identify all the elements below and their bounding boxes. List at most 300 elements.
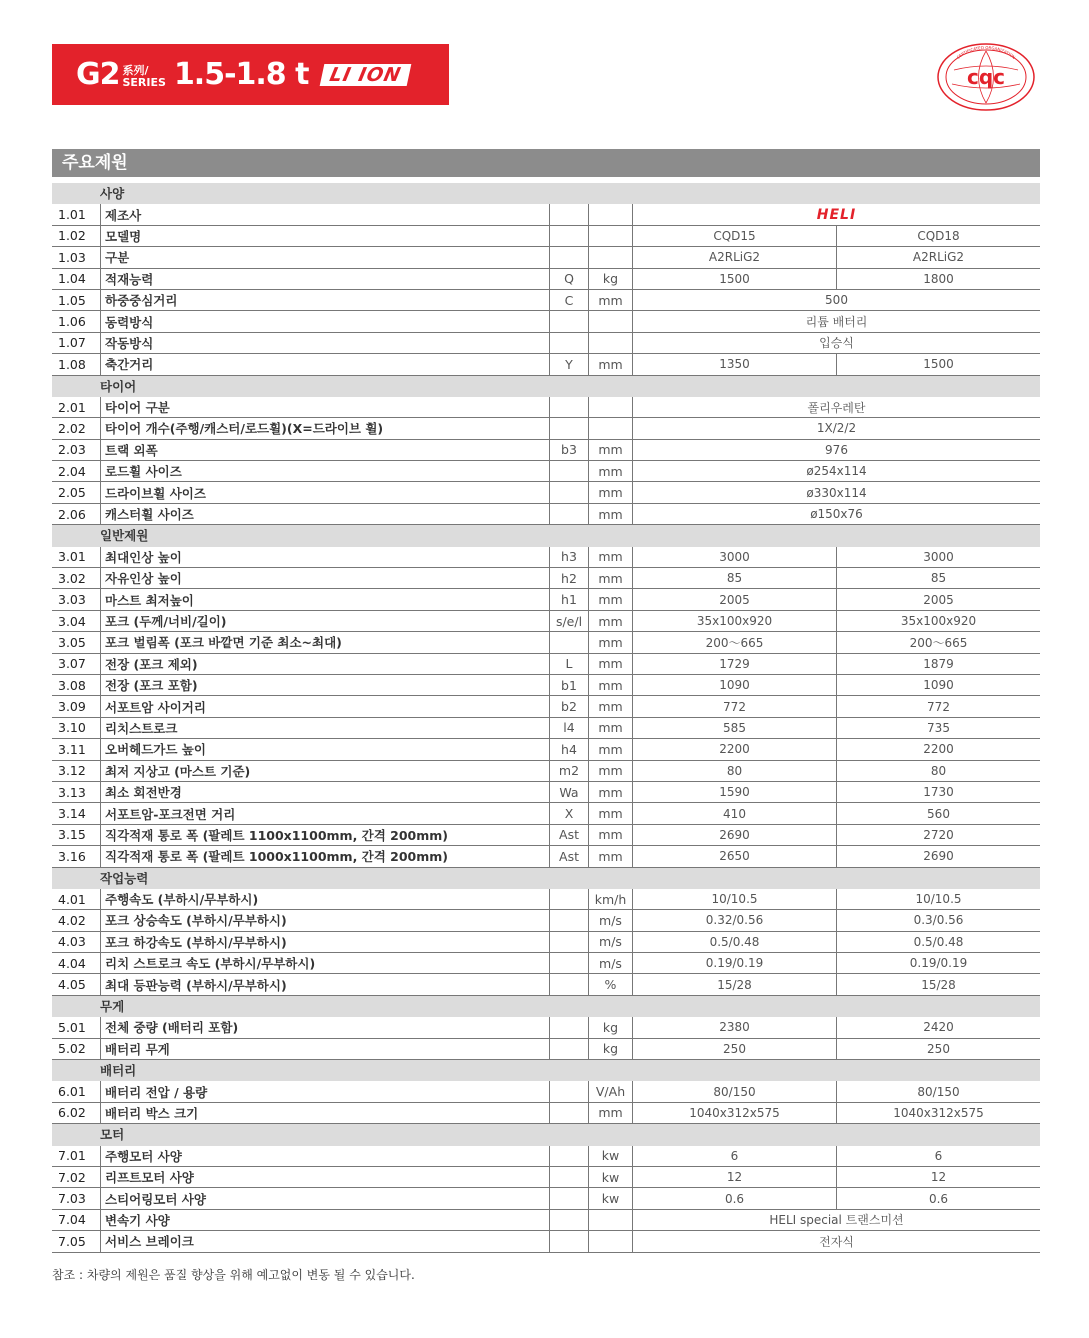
- spec-value-shared: 폴리우레탄: [633, 396, 1041, 417]
- spec-symbol: [550, 1017, 589, 1038]
- spec-number: 6.02: [52, 1102, 101, 1123]
- spec-row: [52, 953, 1040, 974]
- spec-unit: mm: [589, 1102, 633, 1123]
- spec-symbol: [550, 332, 589, 353]
- spec-symbol: b3: [550, 439, 589, 460]
- spec-symbol: [550, 396, 589, 417]
- spec-row: [52, 632, 1040, 653]
- spec-row: [52, 1145, 1040, 1166]
- spec-value-cqd18: 2005: [837, 589, 1041, 610]
- spec-unit: mm: [589, 803, 633, 824]
- spec-symbol: [550, 1209, 589, 1230]
- spec-value-cqd18: 2690: [837, 846, 1041, 867]
- group-header-row: [52, 183, 1040, 204]
- spec-value-cqd18: 1879: [837, 653, 1041, 674]
- spec-symbol: [550, 418, 589, 439]
- spec-unit: kg: [589, 268, 633, 289]
- spec-item: 서비스 브레이크: [101, 1231, 550, 1252]
- spec-item: 최저 지상고 (마스트 기준): [101, 760, 550, 781]
- spec-item: 주행속도 (부하시/무부하시): [101, 888, 550, 909]
- spec-item: 배터리 무게: [101, 1038, 550, 1059]
- spec-row: [52, 1102, 1040, 1123]
- spec-item: 최대 등판능력 (부하시/무부하시): [101, 974, 550, 995]
- spec-item: 리치스트로크: [101, 717, 550, 738]
- spec-value-cqd15: 0.5/0.48: [633, 931, 837, 952]
- spec-number: 7.04: [52, 1209, 101, 1230]
- group-title: 일반제원: [52, 525, 1040, 546]
- spec-value-cqd15: 772: [633, 696, 837, 717]
- spec-unit: m/s: [589, 931, 633, 952]
- spec-unit: mm: [589, 674, 633, 695]
- spec-symbol: Ast: [550, 846, 589, 867]
- spec-item: 변속기 사양: [101, 1209, 550, 1230]
- spec-number: 3.09: [52, 696, 101, 717]
- spec-symbol: [550, 1102, 589, 1123]
- group-header-row: [52, 1060, 1040, 1081]
- spec-symbol: [550, 1145, 589, 1166]
- spec-number: 5.01: [52, 1017, 101, 1038]
- group-header-row: [52, 995, 1040, 1016]
- spec-value-cqd18: 0.6: [837, 1188, 1041, 1209]
- spec-value-cqd15: A2RLiG2: [633, 247, 837, 268]
- spec-number: 2.04: [52, 461, 101, 482]
- spec-value-cqd15: 585: [633, 717, 837, 738]
- spec-number: 1.06: [52, 311, 101, 332]
- spec-item: 포크 상승속도 (부하시/무부하시): [101, 910, 550, 931]
- spec-number: 1.07: [52, 332, 101, 353]
- spec-symbol: h2: [550, 568, 589, 589]
- spec-number: 1.05: [52, 289, 101, 310]
- spec-unit: mm: [589, 653, 633, 674]
- spec-number: 3.01: [52, 546, 101, 567]
- spec-row: [52, 204, 1040, 225]
- capacity-range: 1.5-1.8 t: [173, 57, 309, 92]
- spec-value-shared: 리튬 배터리: [633, 311, 1041, 332]
- series-label: [123, 65, 166, 89]
- spec-symbol: [550, 482, 589, 503]
- spec-number: 3.07: [52, 653, 101, 674]
- group-title: 모터: [52, 1124, 1040, 1145]
- spec-value-cqd15: 2650: [633, 846, 837, 867]
- spec-value-cqd15: 1090: [633, 674, 837, 695]
- spec-item: 적재능력: [101, 268, 550, 289]
- spec-value-cqd15: 6: [633, 1145, 837, 1166]
- spec-value-cqd15: 1590: [633, 781, 837, 802]
- spec-symbol: [550, 974, 589, 995]
- spec-row: [52, 225, 1040, 246]
- spec-unit: [589, 418, 633, 439]
- spec-number: 1.04: [52, 268, 101, 289]
- spec-item: 스티어링모터 사양: [101, 1188, 550, 1209]
- spec-value-cqd15: 2200: [633, 739, 837, 760]
- group-title: 배터리: [52, 1060, 1040, 1081]
- spec-value-cqd18: 1500: [837, 354, 1041, 375]
- spec-row: [52, 1209, 1040, 1230]
- cert-ring-text: CERTIFICATED ORGANIZATION: [955, 44, 1017, 60]
- spec-value-cqd18: 772: [837, 696, 1041, 717]
- spec-row: [52, 332, 1040, 353]
- spec-unit: mm: [589, 610, 633, 631]
- spec-item: 직각적재 통로 폭 (팔레트 1000x1100mm, 간격 200mm): [101, 846, 550, 867]
- spec-number: 3.03: [52, 589, 101, 610]
- spec-value-cqd15: 15/28: [633, 974, 837, 995]
- spec-number: 7.05: [52, 1231, 101, 1252]
- spec-row: [52, 461, 1040, 482]
- spec-item: 타이어 구분: [101, 396, 550, 417]
- spec-row: [52, 1081, 1040, 1102]
- spec-value-cqd18: 1040x312x575: [837, 1102, 1041, 1123]
- spec-symbol: Wa: [550, 781, 589, 802]
- spec-symbol: [550, 461, 589, 482]
- spec-number: 2.02: [52, 418, 101, 439]
- title-banner: [52, 44, 449, 105]
- spec-row: [52, 268, 1040, 289]
- spec-symbol: Y: [550, 354, 589, 375]
- spec-row: [52, 289, 1040, 310]
- spec-row: [52, 910, 1040, 931]
- spec-value-cqd15: 12: [633, 1166, 837, 1187]
- spec-unit: [589, 1231, 633, 1252]
- spec-number: 3.12: [52, 760, 101, 781]
- spec-unit: mm: [589, 846, 633, 867]
- spec-number: 1.02: [52, 225, 101, 246]
- spec-symbol: [550, 204, 589, 225]
- spec-unit: kw: [589, 1188, 633, 1209]
- spec-symbol: [550, 888, 589, 909]
- series-cn: 系列/: [122, 63, 149, 77]
- spec-unit: [589, 204, 633, 225]
- spec-row: [52, 354, 1040, 375]
- spec-value-cqd18: 250: [837, 1038, 1041, 1059]
- spec-value-cqd15: 1500: [633, 268, 837, 289]
- spec-symbol: [550, 910, 589, 931]
- spec-symbol: h3: [550, 546, 589, 567]
- spec-symbol: l4: [550, 717, 589, 738]
- spec-unit: mm: [589, 461, 633, 482]
- spec-row: [52, 1188, 1040, 1209]
- spec-symbol: [550, 632, 589, 653]
- spec-value-cqd18: 735: [837, 717, 1041, 738]
- spec-item: 전장 (포크 포함): [101, 674, 550, 695]
- spec-number: 3.16: [52, 846, 101, 867]
- spec-item: 마스트 최저높이: [101, 589, 550, 610]
- series-en: SERIES: [122, 75, 166, 89]
- li-ion-logo: LI ION: [320, 64, 412, 86]
- spec-value-cqd18: 0.19/0.19: [837, 953, 1041, 974]
- spec-item: 주행모터 사양: [101, 1145, 550, 1166]
- spec-item: 최대인상 높이: [101, 546, 550, 567]
- spec-row: [52, 803, 1040, 824]
- spec-item: 자유인상 높이: [101, 568, 550, 589]
- spec-item: 포크 하강속도 (부하시/무부하시): [101, 931, 550, 952]
- spec-value-shared: 입승식: [633, 332, 1041, 353]
- spec-row: [52, 418, 1040, 439]
- spec-item: 서포트암 사이거리: [101, 696, 550, 717]
- spec-row: [52, 888, 1040, 909]
- spec-number: 1.03: [52, 247, 101, 268]
- group-title: 사양: [52, 183, 1040, 204]
- spec-value-cqd18: 15/28: [837, 974, 1041, 995]
- spec-item: 서포트암-포크전면 거리: [101, 803, 550, 824]
- spec-number: 4.05: [52, 974, 101, 995]
- spec-number: 7.01: [52, 1145, 101, 1166]
- spec-value-cqd18: 2720: [837, 824, 1041, 845]
- spec-item: 포크 벌림폭 (포크 바깥면 기준 최소~최대): [101, 632, 550, 653]
- spec-number: 3.13: [52, 781, 101, 802]
- spec-value-cqd15: 410: [633, 803, 837, 824]
- spec-row: [52, 1231, 1040, 1252]
- spec-symbol: Ast: [550, 824, 589, 845]
- spec-number: 4.02: [52, 910, 101, 931]
- spec-value-cqd15: 2005: [633, 589, 837, 610]
- spec-row: [52, 482, 1040, 503]
- spec-symbol: L: [550, 653, 589, 674]
- spec-value-cqd15: 1040x312x575: [633, 1102, 837, 1123]
- spec-item: 최소 회전반경: [101, 781, 550, 802]
- spec-item: 리프트모터 사양: [101, 1166, 550, 1187]
- spec-symbol: h1: [550, 589, 589, 610]
- spec-item: 전체 중량 (배터리 포함): [101, 1017, 550, 1038]
- spec-row: [52, 739, 1040, 760]
- spec-row: [52, 1166, 1040, 1187]
- spec-number: 5.02: [52, 1038, 101, 1059]
- spec-value-cqd15: CQD15: [633, 225, 837, 246]
- spec-number: 4.01: [52, 888, 101, 909]
- spec-symbol: s/e/l: [550, 610, 589, 631]
- spec-number: 3.11: [52, 739, 101, 760]
- spec-table: [52, 183, 1040, 1253]
- spec-symbol: C: [550, 289, 589, 310]
- spec-unit: mm: [589, 354, 633, 375]
- spec-value-cqd18: 80/150: [837, 1081, 1041, 1102]
- spec-value-cqd15: 1729: [633, 653, 837, 674]
- spec-row: [52, 717, 1040, 738]
- spec-unit: kw: [589, 1145, 633, 1166]
- spec-unit: mm: [589, 503, 633, 524]
- spec-symbol: [550, 503, 589, 524]
- group-title: 무게: [52, 995, 1040, 1016]
- spec-value-cqd15: 2690: [633, 824, 837, 845]
- spec-value-cqd18: 0.5/0.48: [837, 931, 1041, 952]
- spec-unit: mm: [589, 824, 633, 845]
- group-header-row: [52, 375, 1040, 396]
- model-name: G2: [76, 57, 120, 92]
- heli-logo: HELI: [816, 206, 857, 223]
- spec-row: [52, 311, 1040, 332]
- group-header-row: [52, 867, 1040, 888]
- spec-unit: mm: [589, 781, 633, 802]
- spec-symbol: [550, 1188, 589, 1209]
- spec-symbol: [550, 1081, 589, 1102]
- spec-number: 7.03: [52, 1188, 101, 1209]
- spec-number: 2.03: [52, 439, 101, 460]
- spec-value-cqd18: 3000: [837, 546, 1041, 567]
- spec-symbol: [550, 931, 589, 952]
- spec-row: [52, 568, 1040, 589]
- spec-number: 2.05: [52, 482, 101, 503]
- spec-unit: kg: [589, 1017, 633, 1038]
- spec-item: 배터리 박스 크기: [101, 1102, 550, 1123]
- spec-value-cqd15: 1350: [633, 354, 837, 375]
- spec-item: 동력방식: [101, 311, 550, 332]
- spec-row: [52, 760, 1040, 781]
- group-title: 작업능력: [52, 867, 1040, 888]
- spec-item: 리치 스트로크 속도 (부하시/무부하시): [101, 953, 550, 974]
- spec-row: [52, 503, 1040, 524]
- spec-number: 3.04: [52, 610, 101, 631]
- spec-item: 축간거리: [101, 354, 550, 375]
- spec-value-cqd15: 35x100x920: [633, 610, 837, 631]
- spec-value-cqd15: 0.6: [633, 1188, 837, 1209]
- spec-value-shared: 500: [633, 289, 1041, 310]
- spec-unit: mm: [589, 739, 633, 760]
- spec-item: 타이어 개수(주행/캐스터/로드휠)(X=드라이브 휠): [101, 418, 550, 439]
- spec-unit: [589, 332, 633, 353]
- spec-number: 2.01: [52, 396, 101, 417]
- spec-number: 1.08: [52, 354, 101, 375]
- spec-value-shared: 976: [633, 439, 1041, 460]
- spec-unit: [589, 311, 633, 332]
- spec-number: 7.02: [52, 1166, 101, 1187]
- spec-row: [52, 931, 1040, 952]
- spec-unit: mm: [589, 546, 633, 567]
- spec-number: 3.05: [52, 632, 101, 653]
- spec-number: 2.06: [52, 503, 101, 524]
- spec-symbol: [550, 1231, 589, 1252]
- spec-unit: mm: [589, 439, 633, 460]
- spec-unit: m/s: [589, 953, 633, 974]
- spec-value-shared: 전자식: [633, 1231, 1041, 1252]
- spec-unit: %: [589, 974, 633, 995]
- spec-number: 4.03: [52, 931, 101, 952]
- spec-row: [52, 439, 1040, 460]
- spec-item: 하중중심거리: [101, 289, 550, 310]
- spec-value-cqd15: 250: [633, 1038, 837, 1059]
- spec-item: 배터리 전압 / 용량: [101, 1081, 550, 1102]
- spec-value-cqd15: 0.19/0.19: [633, 953, 837, 974]
- spec-value-cqd18: 6: [837, 1145, 1041, 1166]
- spec-value-cqd15: 3000: [633, 546, 837, 567]
- spec-symbol: [550, 1166, 589, 1187]
- spec-value-shared: ø254x114: [633, 461, 1041, 482]
- footnote: 참조 : 차량의 제원은 품질 향상을 위해 예고없이 변동 될 수 있습니다.: [52, 1268, 415, 1282]
- spec-row: [52, 1017, 1040, 1038]
- spec-value-cqd18: 12: [837, 1166, 1041, 1187]
- cqc-text: cqc: [966, 65, 1006, 89]
- group-title: 타이어: [52, 375, 1040, 396]
- spec-symbol: h4: [550, 739, 589, 760]
- spec-unit: [589, 396, 633, 417]
- spec-value-cqd18: CQD18: [837, 225, 1041, 246]
- spec-value-cqd18: 1730: [837, 781, 1041, 802]
- spec-row: [52, 396, 1040, 417]
- spec-unit: mm: [589, 632, 633, 653]
- spec-symbol: [550, 311, 589, 332]
- spec-symbol: [550, 953, 589, 974]
- spec-unit: kw: [589, 1166, 633, 1187]
- spec-symbol: [550, 1038, 589, 1059]
- spec-value-cqd15: 80/150: [633, 1081, 837, 1102]
- spec-value-cqd18: 1800: [837, 268, 1041, 289]
- spec-item: 제조사: [101, 204, 550, 225]
- spec-unit: mm: [589, 568, 633, 589]
- spec-unit: V/Ah: [589, 1081, 633, 1102]
- spec-value-cqd15: 80: [633, 760, 837, 781]
- spec-number: 6.01: [52, 1081, 101, 1102]
- spec-symbol: b1: [550, 674, 589, 695]
- spec-number: 3.02: [52, 568, 101, 589]
- spec-unit: [589, 247, 633, 268]
- spec-item: 작동방식: [101, 332, 550, 353]
- spec-value-cqd18: 0.3/0.56: [837, 910, 1041, 931]
- manufacturer-cell: [633, 204, 1041, 225]
- spec-unit: mm: [589, 696, 633, 717]
- spec-value-cqd15: 2380: [633, 1017, 837, 1038]
- spec-item: 캐스터휠 사이즈: [101, 503, 550, 524]
- spec-number: 3.15: [52, 824, 101, 845]
- spec-unit: mm: [589, 589, 633, 610]
- spec-item: 오버헤드가드 높이: [101, 739, 550, 760]
- spec-row: [52, 589, 1040, 610]
- spec-value-cqd18: 80: [837, 760, 1041, 781]
- spec-value-cqd18: 85: [837, 568, 1041, 589]
- spec-item: 드라이브휠 사이즈: [101, 482, 550, 503]
- spec-symbol: [550, 225, 589, 246]
- group-header-row: [52, 525, 1040, 546]
- spec-value-cqd18: 10/10.5: [837, 888, 1041, 909]
- spec-item: 로드휠 사이즈: [101, 461, 550, 482]
- spec-value-cqd15: 10/10.5: [633, 888, 837, 909]
- spec-value-cqd18: 560: [837, 803, 1041, 824]
- spec-row: [52, 610, 1040, 631]
- spec-number: 3.14: [52, 803, 101, 824]
- spec-item: 트랙 외폭: [101, 439, 550, 460]
- spec-unit: [589, 225, 633, 246]
- spec-symbol: m2: [550, 760, 589, 781]
- spec-value-shared: HELI special 트랜스미션: [633, 1209, 1041, 1230]
- spec-item: 전장 (포크 제외): [101, 653, 550, 674]
- spec-value-cqd18: 200～665: [837, 632, 1041, 653]
- spec-unit: [589, 1209, 633, 1230]
- spec-number: 3.10: [52, 717, 101, 738]
- spec-row: [52, 1038, 1040, 1059]
- spec-unit: mm: [589, 717, 633, 738]
- spec-row: [52, 696, 1040, 717]
- spec-value-shared: ø330x114: [633, 482, 1041, 503]
- spec-value-cqd18: 2420: [837, 1017, 1041, 1038]
- spec-item: 직각적재 통로 폭 (팔레트 1100x1100mm, 간격 200mm): [101, 824, 550, 845]
- spec-value-cqd18: 35x100x920: [837, 610, 1041, 631]
- spec-row: [52, 653, 1040, 674]
- spec-row: [52, 781, 1040, 802]
- spec-number: 3.08: [52, 674, 101, 695]
- spec-symbol: b2: [550, 696, 589, 717]
- spec-symbol: X: [550, 803, 589, 824]
- spec-row: [52, 546, 1040, 567]
- spec-value-shared: ø150x76: [633, 503, 1041, 524]
- spec-value-cqd15: 85: [633, 568, 837, 589]
- spec-unit: m/s: [589, 910, 633, 931]
- group-header-row: [52, 1124, 1040, 1145]
- spec-row: [52, 674, 1040, 695]
- spec-row: [52, 846, 1040, 867]
- spec-item: 포크 (두께/너비/길이): [101, 610, 550, 631]
- cqc-certification-logo: [936, 42, 1036, 112]
- spec-unit: km/h: [589, 888, 633, 909]
- spec-row: [52, 974, 1040, 995]
- spec-row: [52, 247, 1040, 268]
- spec-value-cqd18: A2RLiG2: [837, 247, 1041, 268]
